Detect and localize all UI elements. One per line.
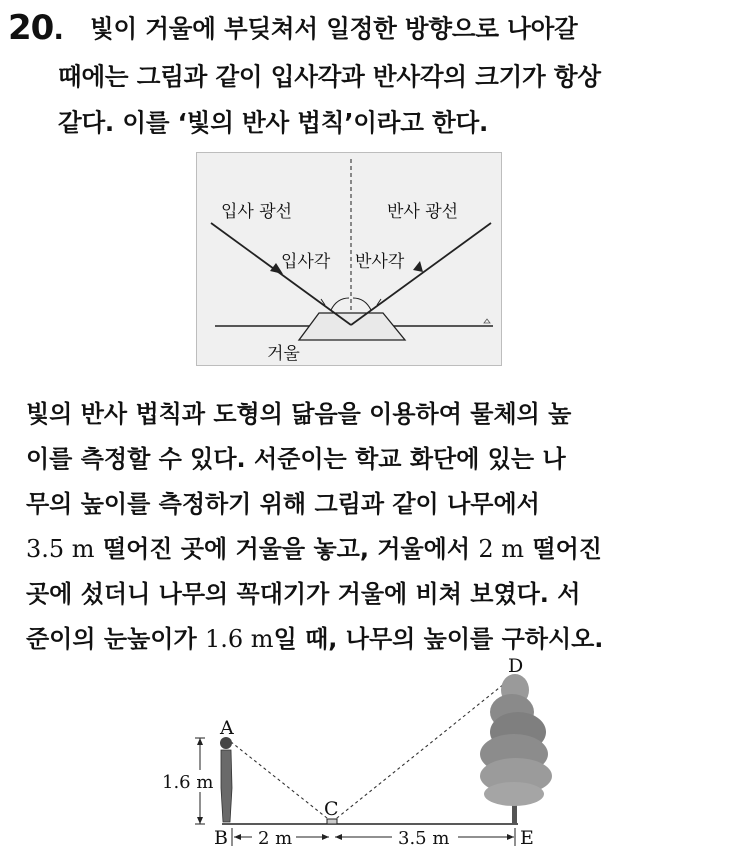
body-line-6: [26, 619, 603, 654]
point-c-label: C: [324, 798, 339, 820]
person: [220, 737, 232, 822]
incident-angle-label: 입사각: [281, 252, 331, 272]
incident-angle-arc: [331, 298, 349, 310]
body-line-5: 곳에 섰더니 나무의 꼭대기가 거울에 비쳐 보였다. 서: [26, 580, 581, 608]
question-number-dot: .: [53, 13, 63, 46]
distance-tree-value: 3.5 m: [26, 535, 95, 563]
reflected-ray: [351, 223, 491, 325]
reflection-angle-label: 반사각: [355, 252, 405, 272]
question-number: [8, 8, 63, 48]
mirror-label: 거울: [267, 344, 300, 364]
body-line-2: 이를 측정할 수 있다. 서준이는 학교 화단에 있는 나: [26, 445, 566, 473]
distance-person-value: 2 m: [478, 535, 525, 563]
dim-bc-arrow-left: [234, 834, 241, 840]
eye-height-label: 1.6 m: [162, 772, 214, 793]
point-a-label: A: [220, 717, 234, 739]
body-line-6-start: 준이의 눈높이가: [26, 625, 205, 653]
reflection-angle-arc: [353, 298, 371, 310]
incident-ray-label: 입사 광선: [221, 202, 293, 222]
body-line-4-middle: 떨어진 곳에 거울을 놓고, 거울에서: [94, 535, 479, 563]
body-line-1: 빛의 반사 법칙과 도형의 닮음을 이용하여 물체의 높: [26, 400, 572, 428]
dim-bc-arrow-right: [322, 834, 329, 840]
question-number-text: 20: [8, 8, 54, 48]
mirror-block: [299, 313, 405, 340]
body-line-3: 무의 높이를 측정하기 위해 그림과 같이 나무에서: [26, 490, 540, 518]
dim-ce-arrow-left: [335, 834, 342, 840]
sight-line-ac: [226, 738, 332, 822]
height-arrow-top: [197, 738, 203, 745]
point-e-label: E: [520, 827, 534, 849]
dist-ce-label: 3.5 m: [398, 828, 450, 849]
reflection-figure: [196, 152, 502, 366]
reflected-arrowhead: [413, 261, 423, 272]
prompt-line-2: 때에는 그림과 같이 입사각과 반사각의 크기가 항상: [58, 62, 601, 91]
reflection-diagram: [197, 153, 503, 367]
eye-height-value: 1.6 m: [205, 625, 274, 653]
body-line-6-end: 일 때, 나무의 높이를 구하시오.: [273, 625, 604, 653]
point-b-label: B: [214, 827, 228, 849]
dist-bc-label: 2 m: [258, 828, 293, 849]
body-line-4-end: 떨어진: [524, 535, 602, 563]
body-line-4: [26, 529, 602, 564]
point-d-label: D: [508, 655, 524, 677]
incident-ray: [211, 223, 351, 325]
surface-mark: [484, 319, 490, 323]
prompt-line-1: 빛이 거울에 부딪쳐서 일정한 방향으로 나아갈: [90, 14, 578, 43]
height-arrow-bottom: [197, 817, 203, 824]
tree: [480, 674, 552, 824]
reflected-ray-label: 반사 광선: [387, 202, 459, 222]
dim-ce-arrow-right: [507, 834, 514, 840]
tree-measurement-figure: [140, 650, 590, 862]
prompt-line-3: 같다. 이를 ‘빛의 반사 법칙’이라고 한다.: [58, 108, 489, 137]
